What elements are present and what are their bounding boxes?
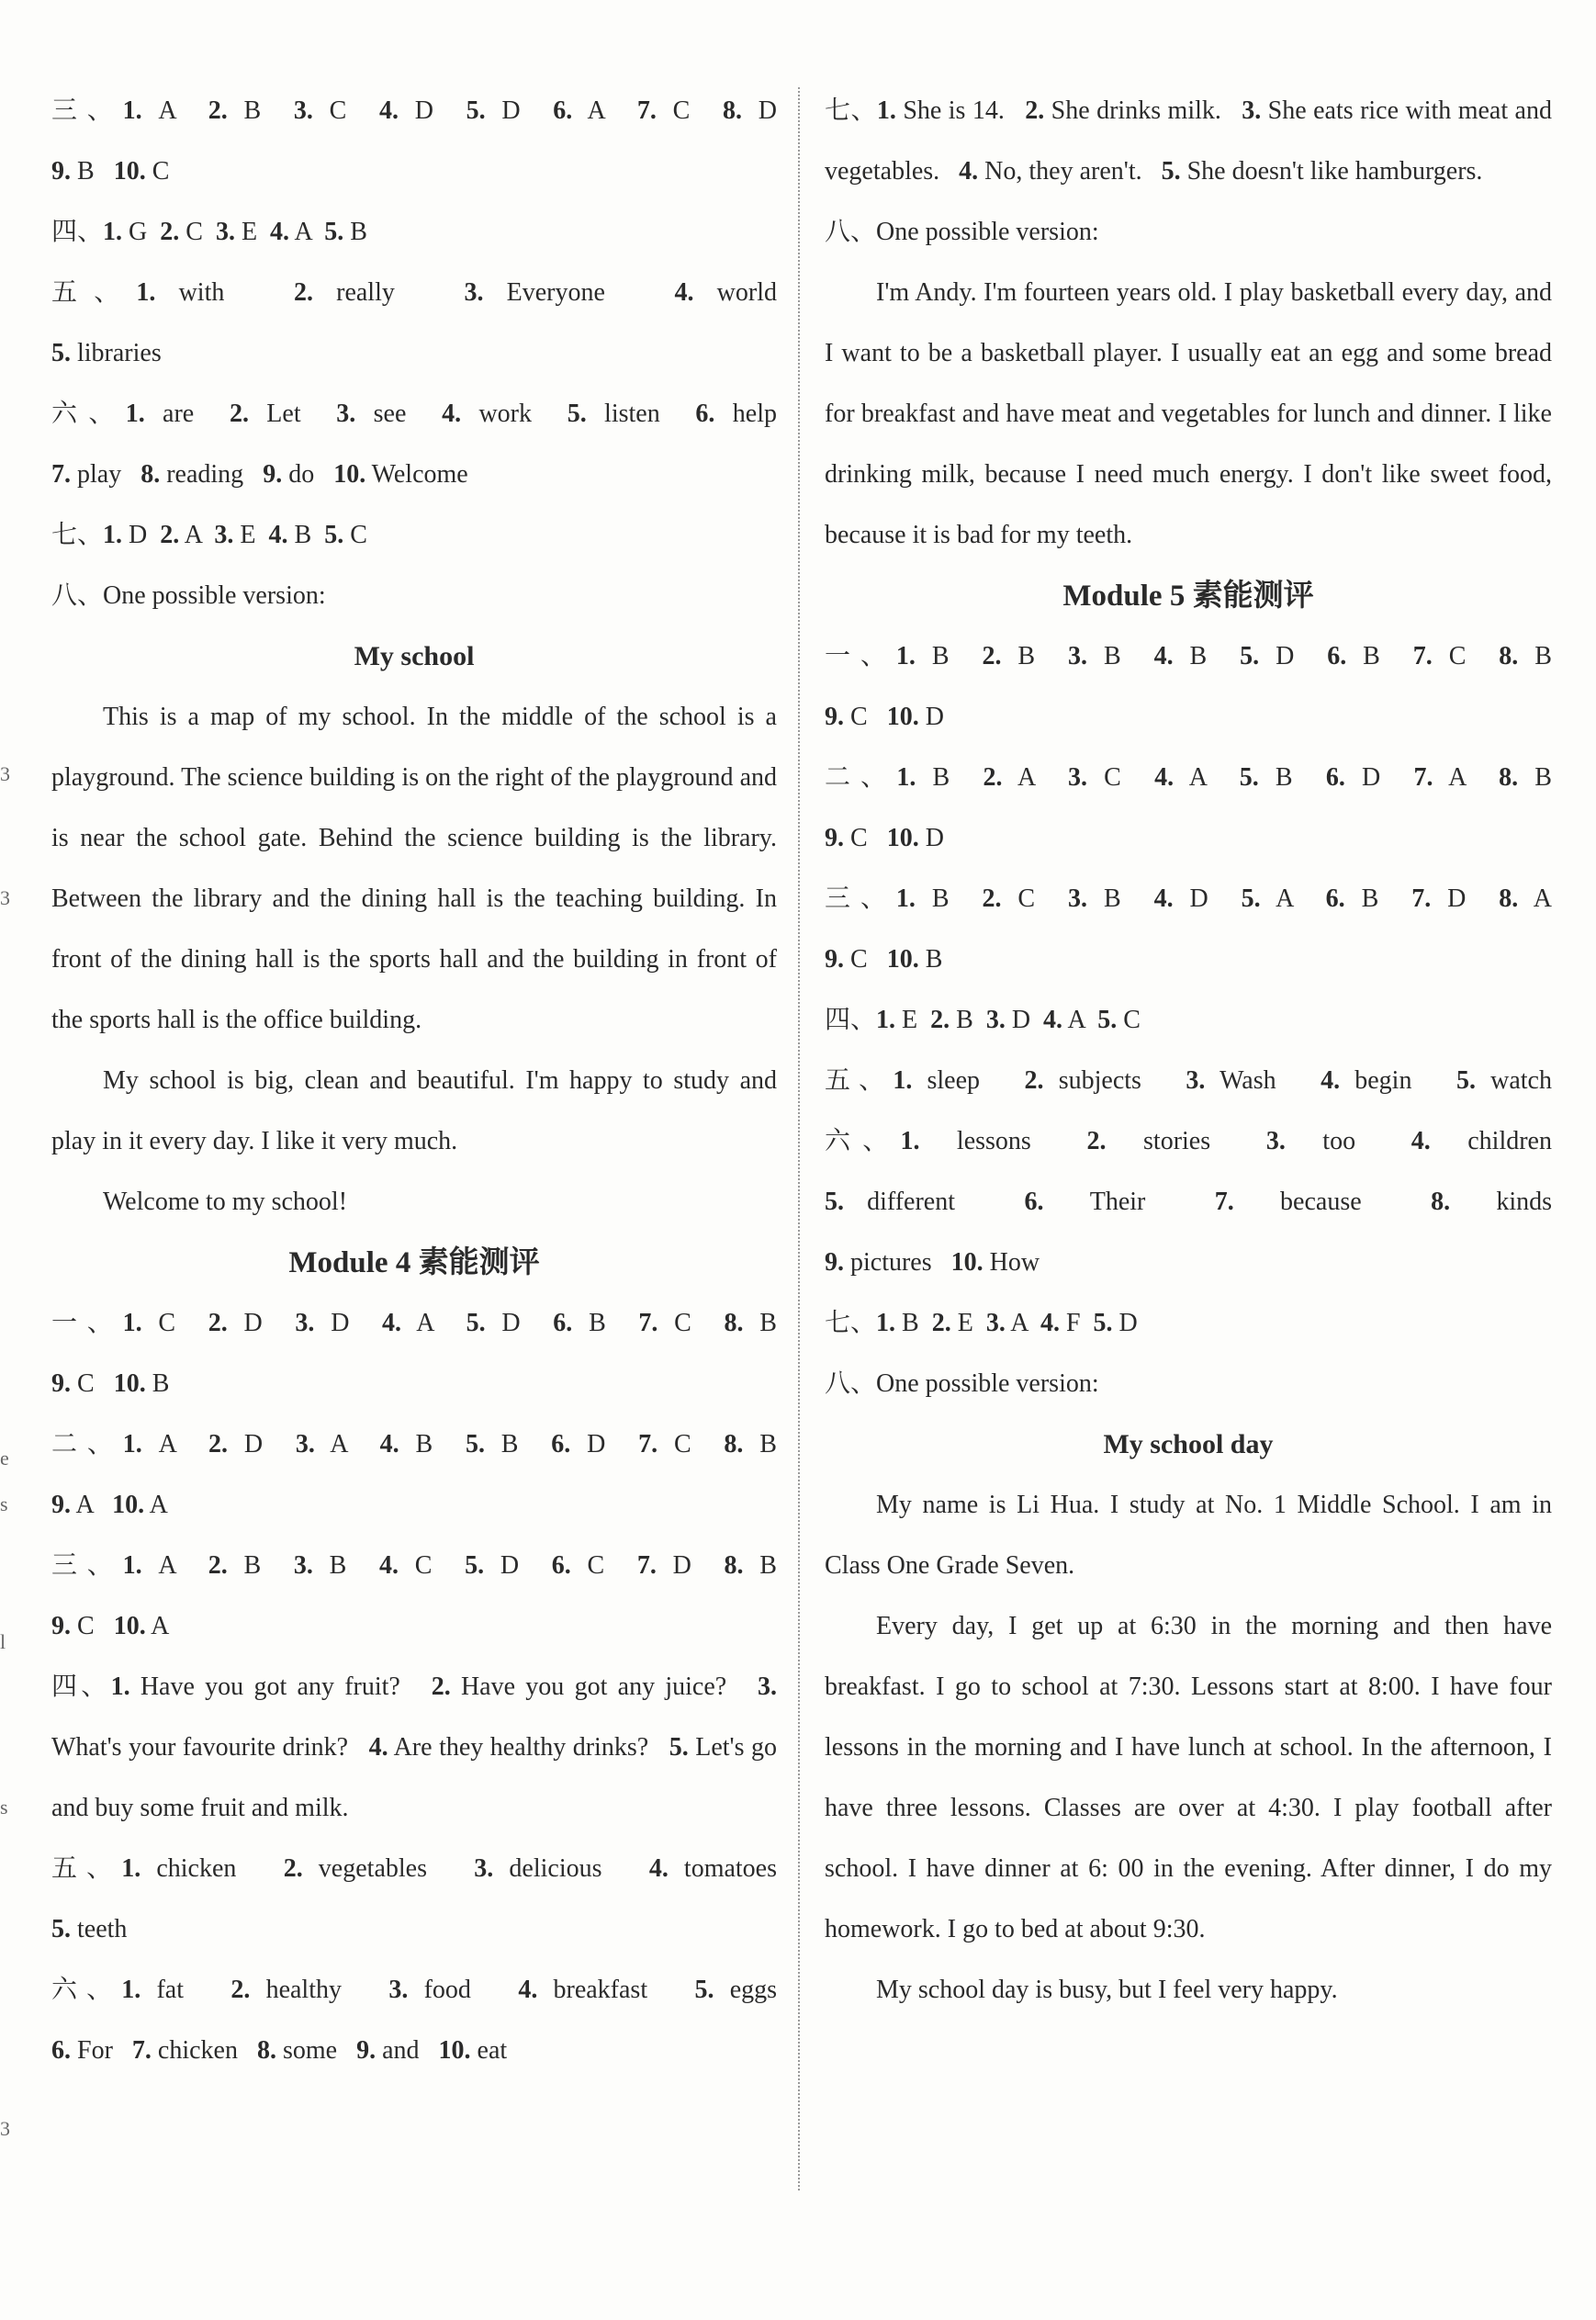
paragraph: I'm Andy. I'm fourteen years old. I play basketball every day, and I want to be a basketball player. I usually eat an egg and some bread for breakfast and have meat and vegetables for lunch and dinner. I like drinking milk, because I need much energy. I don't like sweet food, because it is bad for my teeth. xyxy=(825,278,1552,549)
edge-mark: s xyxy=(0,1492,8,1515)
paragraph: This is a map of my school. In the middle of the school is a playground. The science building is on the right of the playground and is near the school gate. Behind the science building is the library. Between the library and the dining hall is the teaching building. In front of the dining hall is the sports hall and the building in front of the sports hall is the office building. xyxy=(51,703,777,1034)
edge-mark: l xyxy=(0,1630,6,1653)
paragraph: My name is Li Hua. I study at No. 1 Middle School. I am in Class One Grade Seven. xyxy=(825,1491,1552,1580)
answer-row: 八、One possible version: xyxy=(51,581,326,610)
answer-row: 9. C 10. B xyxy=(51,1369,170,1398)
edge-mark: s xyxy=(0,1796,8,1819)
answer-row: 二、1. B 2. A 3. C 4. A 5. B 6. D 7. A 8. B xyxy=(825,763,1552,792)
section-heading: My school day xyxy=(1103,1429,1274,1459)
answer-row: 5. teeth xyxy=(51,1915,128,1943)
answer-row: 六、1. fat 2. healthy 3. food 4. breakfast 5. eggs xyxy=(51,1976,778,2004)
answer-row: 三、1. A 2. B 3. B 4. C 5. D 6. C 7. D 8. B xyxy=(51,1551,777,1580)
column-divider xyxy=(798,87,800,2190)
answer-row: 八、One possible version: xyxy=(825,1369,1099,1398)
edge-mark: 3 xyxy=(0,762,10,785)
answer-row: 七、1. B 2. E 3. A 4. F 5. D xyxy=(825,1309,1138,1337)
paragraph: 七、1. She is 14. 2. She drinks milk. 3. She eats rice with meat and vegetables. 4. No, they aren't. 5. She doesn't like hamburgers. xyxy=(825,96,1552,186)
answer-row: 一、1. C 2. D 3. D 4. A 5. D 6. B 7. C 8. B xyxy=(51,1309,777,1337)
left-column xyxy=(51,81,777,2081)
answer-row: 9. B 10. C xyxy=(51,157,170,186)
answer-row: 六、1. are 2. Let 3. see 4. work 5. listen 6. help xyxy=(51,400,777,428)
answer-row: 7. play 8. reading 9. do 10. Welcome xyxy=(51,460,468,489)
answer-row: 五、1. sleep 2. subjects 3. Wash 4. begin 5. watch xyxy=(825,1066,1552,1095)
paragraph: My school day is busy, but I feel very happy. xyxy=(876,1976,1338,2004)
paragraph: My school is big, clean and beautiful. I'm happy to study and play in it every day. I like it very much. xyxy=(51,1066,777,1155)
answer-row: 9. C 10. B xyxy=(825,945,943,974)
answer-row: 五、1. chicken 2. vegetables 3. delicious 4. tomatoes xyxy=(51,1854,778,1883)
edge-mark: 3 xyxy=(0,886,10,909)
section-heading: Module 4 素能测评 xyxy=(288,1246,540,1279)
answer-row: 5. different 6. Their 7. because 8. kinds xyxy=(825,1188,1553,1216)
answer-row: 四、1. E 2. B 3. D 4. A 5. C xyxy=(825,1006,1141,1034)
answer-row: 七、1. D 2. A 3. E 4. B 5. C xyxy=(51,521,367,549)
answer-row: 5. libraries xyxy=(51,339,162,367)
answer-row: 五、1. with 2. really 3. Everyone 4. world xyxy=(51,278,777,307)
answer-row: 9. pictures 10. How xyxy=(825,1248,1040,1277)
section-heading: Module 5 素能测评 xyxy=(1062,580,1314,613)
answer-row: 八、One possible version: xyxy=(825,218,1099,246)
edge-mark: e xyxy=(0,1447,9,1470)
answer-row: 一、1. B 2. B 3. B 4. B 5. D 6. B 7. C 8. B xyxy=(825,642,1552,670)
section-heading: My school xyxy=(354,641,475,671)
paragraph: Every day, I get up at 6:30 in the morning and then have breakfast. I go to school at 7:30. Lessons start at 8:00. I have four lessons in the morning and I have lunch at school. In the afternoon, I have three lessons. Classes are over at 4:30. I play football after school. I have dinner at 6: 00 in the evening. After dinner, I do my homework. I go to bed at about 9:30. xyxy=(825,1612,1552,1943)
paragraph: Welcome to my school! xyxy=(103,1188,348,1216)
binding-edge-marks xyxy=(0,0,13,2320)
answer-row: 6. For 7. chicken 8. some 9. and 10. eat xyxy=(51,2036,508,2065)
paragraph: 四、1. Have you got any fruit? 2. Have you got any juice? 3. What's your favourite drink? 4. Are they healthy drinks? 5. Let's go and buy some fruit and milk. xyxy=(51,1672,778,1822)
answer-row: 二、1. A 2. D 3. A 4. B 5. B 6. D 7. C 8. B xyxy=(51,1430,777,1458)
edge-mark: 3 xyxy=(0,2117,10,2140)
right-column xyxy=(825,81,1552,2021)
answer-row: 三、1. A 2. B 3. C 4. D 5. D 6. A 7. C 8. D xyxy=(51,96,777,125)
answer-row: 9. C 10. D xyxy=(825,703,944,731)
answer-row: 9. C 10. A xyxy=(51,1612,170,1640)
answer-row: 四、1. G 2. C 3. E 4. A 5. B xyxy=(51,218,367,246)
answer-row: 六、1. lessons 2. stories 3. too 4. children xyxy=(825,1127,1552,1155)
answer-row: 9. A 10. A xyxy=(51,1491,168,1519)
answer-row: 9. C 10. D xyxy=(825,824,944,852)
answer-row: 三、1. B 2. C 3. B 4. D 5. A 6. B 7. D 8. A xyxy=(825,884,1552,913)
